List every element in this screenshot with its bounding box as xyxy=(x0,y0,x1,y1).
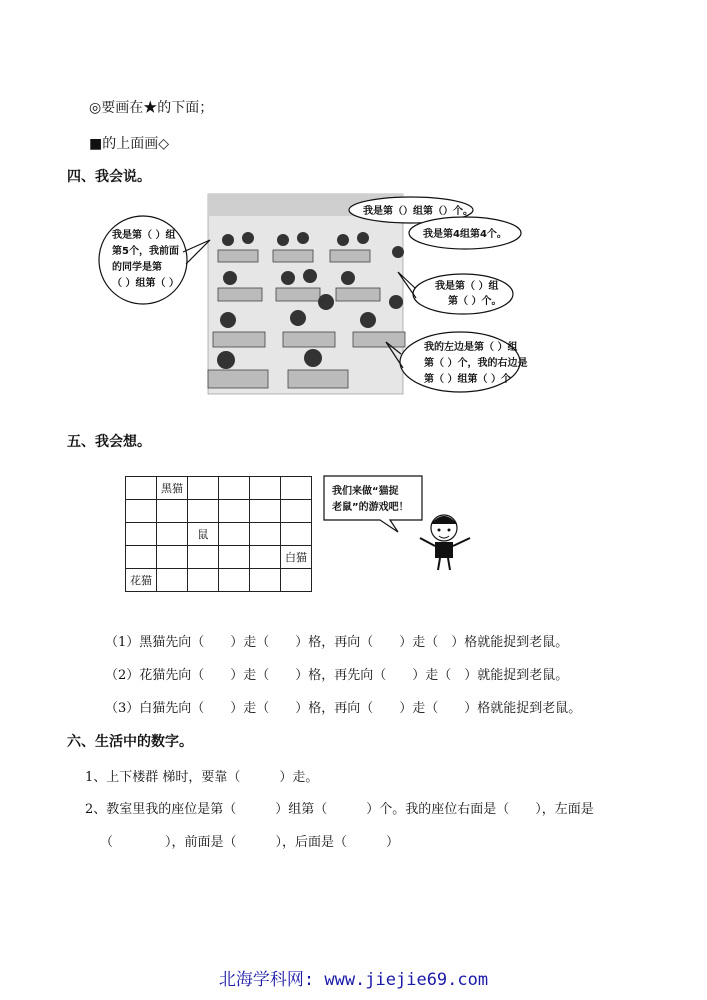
grid-cell xyxy=(250,546,281,569)
question-6-2-line-1: 2、教室里我的座位是第（ ）组第（ ）个。我的座位右面是（ ），左面是 xyxy=(85,802,594,817)
bubble-5-line-3: 第（ ）组第（ ）个 xyxy=(424,374,511,385)
boy-cartoon xyxy=(320,472,480,582)
bubble-4-line-2: 第（ ）个。 xyxy=(448,296,502,307)
grid-cell xyxy=(219,546,250,569)
classroom-illustration xyxy=(98,192,528,404)
grid-cell xyxy=(126,500,157,523)
section-5-heading: 五、我会想。 xyxy=(67,434,151,450)
grid-cell xyxy=(281,569,312,592)
instruction-line-1: ◎要画在★的下面； xyxy=(89,100,214,116)
grid-row xyxy=(126,500,312,523)
question-6-2-line-2: （ ），前面是（ ），后面是（ ） xyxy=(100,835,400,850)
grid-cell xyxy=(157,546,188,569)
question-5-1: （1）黑猫先向（ ）走（ ）格，再向（ ）走（ ）格就能捉到老鼠。 xyxy=(105,635,569,650)
grid-row xyxy=(126,477,312,500)
bubble-5-line-2: 第（ ）个，我的右边是 xyxy=(424,358,528,369)
grid-cell xyxy=(188,500,219,523)
bubble-1-line-3: 的同学是第 xyxy=(112,262,162,273)
grid-row xyxy=(126,569,312,592)
grid-cell xyxy=(250,569,281,592)
section-6-heading: 六、生活中的数字。 xyxy=(67,734,193,750)
grid-cell xyxy=(219,477,250,500)
grid-cell xyxy=(219,523,250,546)
grid-cell xyxy=(219,569,250,592)
question-5-2: （2）花猫先向（ ）走（ ）格，再先向（ ）走（ ）就能捉到老鼠。 xyxy=(105,668,569,683)
bubble-4-line-1: 我是第（ ）组 xyxy=(435,281,499,292)
grid-cell xyxy=(126,477,157,500)
grid-cell xyxy=(188,477,219,500)
grid-row xyxy=(126,546,312,569)
section-4-heading: 四、我会说。 xyxy=(67,169,151,185)
bubble-1-line-1: 我是第（ ）组 xyxy=(112,230,176,241)
bubble-1-line-4: （ ）组第（ ） xyxy=(112,278,179,289)
bubble-5-line-1: 我的左边是第（ ）组 xyxy=(424,342,518,353)
footer-watermark: 北海学科网: www.jiejie69.com xyxy=(218,970,489,990)
grid-cell: 花猫 xyxy=(126,569,157,592)
cat-mouse-grid xyxy=(125,476,312,592)
grid-cell xyxy=(157,500,188,523)
grid-cell: 黑猫 xyxy=(157,477,188,500)
grid-row xyxy=(126,523,312,546)
grid-cell: 白猫 xyxy=(281,546,312,569)
grid-cell xyxy=(250,500,281,523)
bubble-3-text: 我是第4组第4个。 xyxy=(423,229,507,240)
instruction-line-2: ■的上面画◇ xyxy=(89,136,169,152)
grid-cell xyxy=(188,569,219,592)
grid-cell xyxy=(281,477,312,500)
speech-line-1: 我们来做“猫捉 xyxy=(332,486,399,497)
bubble-2-text: 我是第（）组第（）个。 xyxy=(363,206,473,217)
grid-cell xyxy=(126,523,157,546)
grid-cell xyxy=(126,546,157,569)
grid-cell xyxy=(219,500,250,523)
grid-cell xyxy=(157,569,188,592)
grid-cell xyxy=(157,523,188,546)
speech-line-2: 老鼠”的游戏吧！ xyxy=(332,502,409,513)
question-5-3: （3）白猫先向（ ）走（ ）格，再向（ ）走（ ）格就能捉到老鼠。 xyxy=(105,701,582,716)
question-6-1: 1、上下楼群 梯时，要靠（ ）走。 xyxy=(85,770,319,785)
grid-cell xyxy=(250,523,281,546)
grid-cell xyxy=(281,500,312,523)
grid-cell xyxy=(281,523,312,546)
grid-cell xyxy=(188,546,219,569)
grid-cell: 鼠 xyxy=(188,523,219,546)
bubble-1-line-2: 第5个，我前面 xyxy=(112,246,179,257)
grid-cell xyxy=(250,477,281,500)
